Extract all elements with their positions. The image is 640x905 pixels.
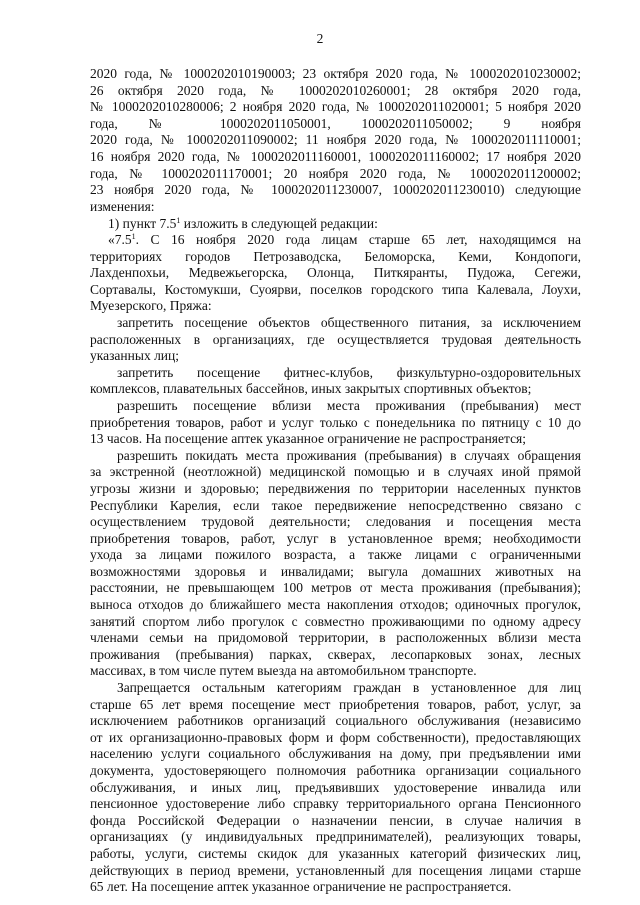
text-line: 2020 года, № 1000202010190003; 23 октября 2020 года, № 1000202010230002;: [90, 66, 581, 81]
text-line: ухода за лицами пожилого возраста, а также лицами с ограниченными: [90, 547, 581, 563]
text-line: исключением работников организаций социального обслуживания (независимо: [90, 713, 581, 729]
text-line: угрозы жизни и здоровью; передвижения по территории населенных пунктов: [90, 480, 581, 496]
text-line: разрешить покидать места проживания (пребывания) в случаях обращения: [117, 447, 581, 463]
text-line: возможностями здоровья и инвалидами; выгула домашних животных на: [90, 563, 581, 579]
text-line: массивах, в том числе путем выезда на автомобильном транспорте.: [90, 663, 477, 679]
text-line: приобретения товаров, работ, услуг в установленное время; необходимости: [90, 530, 581, 546]
clause-first-line-text: . С 16 ноября 2020 года лицам старше 65 лет, находящимся на: [135, 232, 581, 247]
clause-number: «7.5: [108, 232, 132, 247]
paragraph: [90, 315, 581, 365]
text-line: Лахденпохьи, Медвежьегорска, Олонца, Питкяранты, Пудожа, Сегежи,: [90, 265, 581, 281]
text-line: 65 лет. На посещение аптек указанное ограничение не распространяется.: [90, 879, 512, 895]
text-line: пенсионное удостоверение либо справку территориального органа Пенсионного: [90, 796, 581, 812]
text-line: Муезерского, Пряжа:: [90, 298, 212, 314]
dates-paragraph: [90, 66, 581, 215]
text-line: действующих в период времени, установленный для посещения лицами старше: [90, 862, 581, 878]
text-line: от их организационно-правовых форм и форм собственности), предоставляющих: [90, 729, 581, 745]
paragraph: [90, 249, 581, 315]
text-line: года, № 1000202011170001; 20 ноября 2020 года, № 1000202011200002;: [90, 165, 581, 181]
text-line: комплексов, плавательных бассейнов, иных закрытых спортивных объектов;: [90, 381, 532, 397]
text-line: 23 ноября 2020 года, № 1000202011230007, 1000202011230010) следующие: [90, 182, 581, 198]
text-line: Сортавалы, Костомукши, Суоярви, поселков городского типа Калевала, Лоухи,: [90, 281, 581, 297]
clause-intro-text-rest: изложить в следующей редакции:: [180, 216, 378, 231]
text-line: 16 ноября 2020 года, № 1000202011160001, 1000202011160002; 17 ноября 2020: [90, 148, 581, 164]
paragraph: [90, 448, 581, 680]
text-line: указанных лиц;: [90, 348, 180, 364]
text-line: занятий спортом либо прогулок с совместно проживающими по одному адресу: [90, 613, 581, 629]
paragraph: [90, 365, 581, 398]
text-line: старше 65 лет время посещение мест приобретения товаров, работ, услуг, за: [90, 696, 581, 712]
text-line: расположенных в организациях, где осуществляется трудовая деятельность: [90, 331, 581, 347]
text-line: Республики Карелия, если такое передвижение непосредственно связано с: [90, 497, 581, 513]
text-line: разрешить посещение вблизи места проживания (пребывания) мест: [117, 397, 581, 413]
text-line: населению услуги социального обслуживания на дому, при предъявлении ими: [90, 746, 581, 762]
text-line: Запрещается остальным категориям граждан в установленное для лиц: [117, 680, 581, 696]
text-line: 13 часов. На посещение аптек указанное ограничение не распространяется;: [90, 431, 527, 447]
clause-intro-text: 1) пункт 7.5: [108, 216, 177, 231]
paragraph: [90, 680, 581, 896]
paragraph: [90, 398, 581, 448]
text-line: изменения:: [90, 198, 155, 214]
text-line: № 1000202010280006; 2 ноября 2020 года, № 1000202011020001; 5 ноября 2020: [90, 99, 581, 115]
text-line: 26 октября 2020 года, № 1000202010260001; 28 октября 2020 года,: [90, 82, 581, 98]
clause-intro-line: [90, 216, 581, 233]
clause-number-superscript: 1: [131, 232, 136, 241]
text-line: территориях городов Петрозаводска, Беломорска, Кеми, Кондопоги,: [90, 248, 581, 264]
text-line: работы, услуги, системы скидок для указанных категорий физических лиц,: [90, 845, 581, 861]
text-line: запретить посещение объектов общественного питания, за исключением: [117, 314, 581, 330]
text-line: членами семьи на придомовой территории, в расположенных вблизи места: [90, 630, 581, 646]
text-line: документа, удостоверяющего полномочия работника организации социального: [90, 763, 581, 778]
text-line: проживания (пребывания) парках, скверах, лесопарковых зонах, лесных: [90, 646, 581, 662]
clause-body: [90, 232, 581, 896]
clause-paragraphs: [90, 249, 581, 896]
text-line: расстоянии, не превышающем 100 метров от места проживания (пребывания);: [90, 580, 581, 596]
text-line: обслуживания, и иных лиц, предъявивших удостоверение инвалида или: [90, 779, 581, 795]
text-line: за экстренной (неотложной) медицинской помощью и в случаях иной прямой: [90, 464, 581, 480]
page-number: 2: [316, 31, 324, 46]
text-line: года, № 1000202011050001, 1000202011050002; 9 ноября: [90, 115, 581, 131]
clause-intro: [90, 216, 581, 233]
clause-first-line: [90, 232, 581, 249]
text-line: 2020 года, № 1000202011090002; 11 ноября 2020 года, № 1000202011110001;: [90, 132, 581, 148]
text-line: выноса отходов до ближайшего места накопления отходов; одиночных прогулок,: [90, 597, 581, 613]
clause-intro-superscript: 1: [176, 216, 181, 225]
text-line: организациях (у индивидуальных предпринимателей), реализующих товары,: [90, 829, 581, 845]
text-line: запретить посещение фитнес-клубов, физкультурно-оздоровительных: [117, 364, 581, 380]
text-line: приобретения товаров, работ и услуг только с понедельника по пятницу с 10 до: [90, 414, 581, 430]
text-line: осуществлением трудовой деятельности; следования и посещения места: [90, 514, 581, 530]
text-line: фонда Российской Федерации о назначении пенсии, в случае наличия в: [90, 812, 581, 828]
